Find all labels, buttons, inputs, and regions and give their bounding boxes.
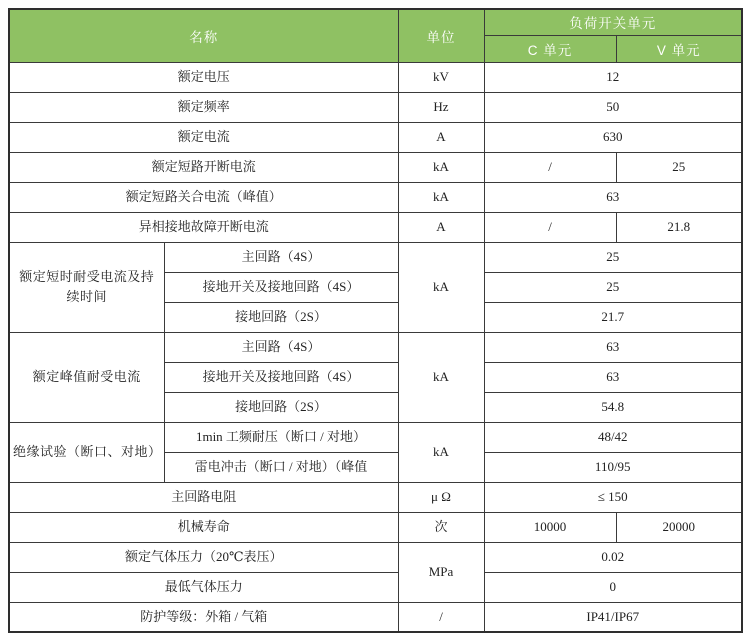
load-switch-spec-table (8, 8, 743, 633)
unit-cell: MPa (398, 542, 484, 602)
table-header (9, 9, 742, 62)
row-peak-withstand-1 (9, 332, 742, 362)
unit-cell: kA (398, 242, 484, 332)
unit-cell: Hz (398, 92, 484, 122)
value-cell: 63 (484, 182, 742, 212)
row-minimum-gas-pressure (9, 572, 742, 602)
value-cell: 110/95 (484, 452, 742, 482)
name-cell: 额定气体压力（20℃表压） (9, 542, 398, 572)
value-c-cell: / (484, 152, 616, 182)
header-name: 名称 (9, 9, 398, 62)
unit-cell: kA (398, 182, 484, 212)
unit-cell: μ Ω (398, 482, 484, 512)
value-c-cell: 10000 (484, 512, 616, 542)
unit-cell: A (398, 122, 484, 152)
header-group: 负荷开关单元 (484, 9, 742, 35)
name-cell: 额定电流 (9, 122, 398, 152)
section-name-cell: 绝缘试验（断口、对地） (9, 422, 164, 482)
unit-cell: kV (398, 62, 484, 92)
value-cell: 54.8 (484, 392, 742, 422)
value-cell: 12 (484, 62, 742, 92)
row-protection-class (9, 602, 742, 632)
header-row-1 (9, 9, 742, 35)
name-cell: 额定短路关合电流（峰值） (9, 182, 398, 212)
subname-cell: 接地回路（2S） (164, 302, 398, 332)
value-cell: 63 (484, 362, 742, 392)
value-cell: 0 (484, 572, 742, 602)
value-v-cell: 20000 (616, 512, 742, 542)
name-cell: 防护等级：外箱 / 气箱 (9, 602, 398, 632)
row-earth-fault-breaking (9, 212, 742, 242)
value-cell: 0.02 (484, 542, 742, 572)
name-cell: 最低气体压力 (9, 572, 398, 602)
subname-cell: 1min 工频耐压（断口 / 对地） (164, 422, 398, 452)
unit-cell: A (398, 212, 484, 242)
unit-cell: kA (398, 152, 484, 182)
name-cell: 机械寿命 (9, 512, 398, 542)
value-cell: 630 (484, 122, 742, 152)
value-cell: 50 (484, 92, 742, 122)
row-main-circuit-resistance (9, 482, 742, 512)
subname-cell: 接地开关及接地回路（4S） (164, 272, 398, 302)
value-cell: IP41/IP67 (484, 602, 742, 632)
header-unit: 单位 (398, 9, 484, 62)
value-cell: 25 (484, 272, 742, 302)
row-short-circuit-breaking (9, 152, 742, 182)
value-cell: 48/42 (484, 422, 742, 452)
subname-cell: 雷电冲击（断口 / 对地）（峰值 (164, 452, 398, 482)
value-v-cell: 21.8 (616, 212, 742, 242)
name-cell: 异相接地故障开断电流 (9, 212, 398, 242)
value-v-cell: 25 (616, 152, 742, 182)
subname-cell: 接地回路（2S） (164, 392, 398, 422)
name-cell: 额定电压 (9, 62, 398, 92)
section-name-cell: 额定短时耐受电流及持续时间 (9, 242, 164, 332)
row-insulation-test-1 (9, 422, 742, 452)
name-cell: 主回路电阻 (9, 482, 398, 512)
name-cell: 额定频率 (9, 92, 398, 122)
unit-cell: / (398, 602, 484, 632)
subname-cell: 接地开关及接地回路（4S） (164, 362, 398, 392)
value-c-cell: / (484, 212, 616, 242)
value-cell: 25 (484, 242, 742, 272)
header-col-v: V 单元 (616, 35, 742, 62)
unit-cell: kA (398, 332, 484, 422)
value-cell: 63 (484, 332, 742, 362)
row-rated-voltage (9, 62, 742, 92)
name-cell: 额定短路开断电流 (9, 152, 398, 182)
section-name-cell: 额定峰值耐受电流 (9, 332, 164, 422)
subname-cell: 主回路（4S） (164, 242, 398, 272)
row-rated-frequency (9, 92, 742, 122)
unit-cell: 次 (398, 512, 484, 542)
row-short-time-withstand-1 (9, 242, 742, 272)
subname-cell: 主回路（4S） (164, 332, 398, 362)
row-rated-gas-pressure (9, 542, 742, 572)
value-cell: ≤ 150 (484, 482, 742, 512)
value-cell: 21.7 (484, 302, 742, 332)
header-col-c: C 单元 (484, 35, 616, 62)
row-short-circuit-making (9, 182, 742, 212)
row-rated-current (9, 122, 742, 152)
unit-cell: kA (398, 422, 484, 482)
row-mechanical-life (9, 512, 742, 542)
